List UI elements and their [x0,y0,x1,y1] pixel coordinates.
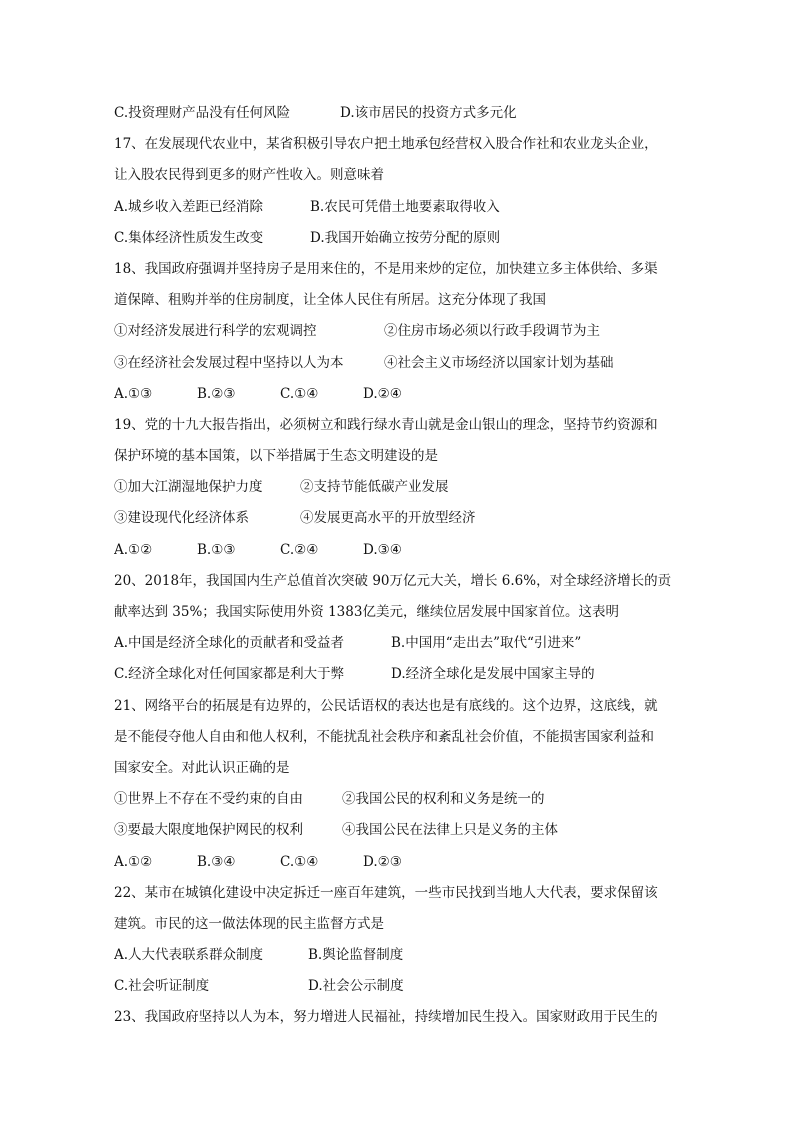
answer-options-line [114,379,689,410]
answer-options-line [114,223,689,254]
answer-option: A.人大代表联系群众制度 [114,947,264,964]
question-text-line: 17、在发展现代农业中，某省积极引导农户把土地承包经营权入股合作社和农业龙头企业， [114,136,658,153]
question-text-line: 20、2018年，我国国内生产总值首次突破 90万亿元大关，增长 6.6%，对全球经济增长的贡 [114,572,672,589]
answer-option: ④发展更高水平的开放型经济 [300,510,476,527]
question-text-line: 保护环境的基本国策，以下举措属于生态文明建设的是 [114,448,438,465]
question-text-line: 建筑。市民的这一做法体现的民主监督方式是 [114,915,384,932]
answer-option: D.②④ [363,385,402,402]
question-text-line: 23、我国政府坚持以人为本，努力增进人民福祉，持续增加民生投入。国家财政用于民生的 [114,1009,658,1026]
answer-option: B.②③ [197,385,236,402]
question-text-line: 国家安全。对此认识正确的是 [114,759,290,776]
answer-option: D.该市居民的投资方式多元化 [340,105,517,121]
question-text-line: 18、我国政府强调并坚持房子是用来住的，不是用来炒的定位，加快建立多主体供给、多渠 [114,260,658,277]
answer-options-line [114,784,689,815]
answer-option: ②支持节能低碳产业发展 [300,479,449,496]
question-text-line: 19、党的十九大报告指出，必须树立和践行绿水青山就是金山银山的理念，坚持节约资源和 [114,416,658,433]
answer-options-line [114,316,689,347]
answer-option: ②我国公民的权利和义务是统一的 [342,791,545,808]
answer-option: ④我国公民在法律上只是义务的主体 [342,822,558,839]
answer-options-line [114,192,689,223]
answer-option: C.②④ [280,541,319,558]
question-text-line: 22、某市在城镇化建设中决定拆迁一座百年建筑，一些市民找到当地人大代表，要求保留该 [114,884,658,901]
answer-option: D.②③ [363,853,402,870]
answer-option: C.①④ [280,853,319,870]
answer-option: A.①③ [114,385,153,402]
answer-options-line [114,98,689,129]
question-text-line: 献率达到 35%；我国实际使用外资 1383亿美元，继续位居发展中国家首位。这表明 [114,604,619,620]
answer-options-line [114,659,689,690]
answer-option: D.社会公示制度 [308,978,404,995]
answer-option: ③要最大限度地保护网民的权利 [114,822,303,839]
answer-option: C.①④ [280,385,319,402]
answer-option: A.中国是经济全球化的贡献者和受益者 [114,635,345,652]
answer-options-line [114,940,689,971]
answer-option: B.农民可凭借土地要素取得收入 [310,198,500,215]
answer-option: B.中国用“走出去”取代“引进来” [391,635,582,652]
answer-options-line [114,503,689,534]
answer-option: B.③④ [197,853,236,870]
answer-option: D.我国开始确立按劳分配的原则 [310,229,501,246]
answer-option: C.经济全球化对任何国家都是利大于弊 [114,666,345,683]
question-text-line: 21、网络平台的拓展是有边界的，公民话语权的表达也是有底线的。这个边界，这底线，就 [114,697,658,714]
answer-options-line [114,628,689,659]
answer-options-line [114,971,689,1002]
answer-option: D.经济全球化是发展中国家主导的 [391,666,595,683]
answer-option: ②住房市场必须以行政手段调节为主 [384,323,600,340]
answer-option: B.舆论监督制度 [308,947,404,964]
answer-option: ①加大江湖湿地保护力度 [114,479,263,496]
answer-option: A.①② [114,853,153,870]
answer-option: A.①② [114,541,153,558]
answer-options-line [114,348,689,379]
question-text-line: 道保障、租购并举的住房制度，让全体人民住有所居。这充分体现了我国 [114,292,546,309]
answer-option: ③在经济社会发展过程中坚持以人为本 [114,354,344,371]
answer-option: A.城乡收入差距已经消除 [114,198,264,215]
question-text-line: 是不能侵夺他人自由和他人权利，不能扰乱社会秩序和紊乱社会价值，不能损害国家利益和 [114,728,654,745]
answer-option: ①世界上不存在不受约束的自由 [114,791,303,808]
answer-option: C.社会听证制度 [114,978,210,995]
answer-options-line [114,472,689,503]
answer-options-line [114,847,689,878]
answer-option: ③建设现代化经济体系 [114,510,249,527]
answer-option: B.①③ [197,541,236,558]
answer-option: ①对经济发展进行科学的宏观调控 [114,323,317,340]
exam-page [114,98,689,1034]
answer-options-line [114,535,689,566]
answer-option: D.③④ [363,541,402,558]
answer-options-line [114,815,689,846]
answer-option: C.投资理财产品没有任何风险 [114,105,291,121]
answer-option: ④社会主义市场经济以国家计划为基础 [384,354,614,371]
answer-option: C.集体经济性质发生改变 [114,229,264,246]
question-text-line: 让入股农民得到更多的财产性收入。则意味着 [114,167,384,184]
